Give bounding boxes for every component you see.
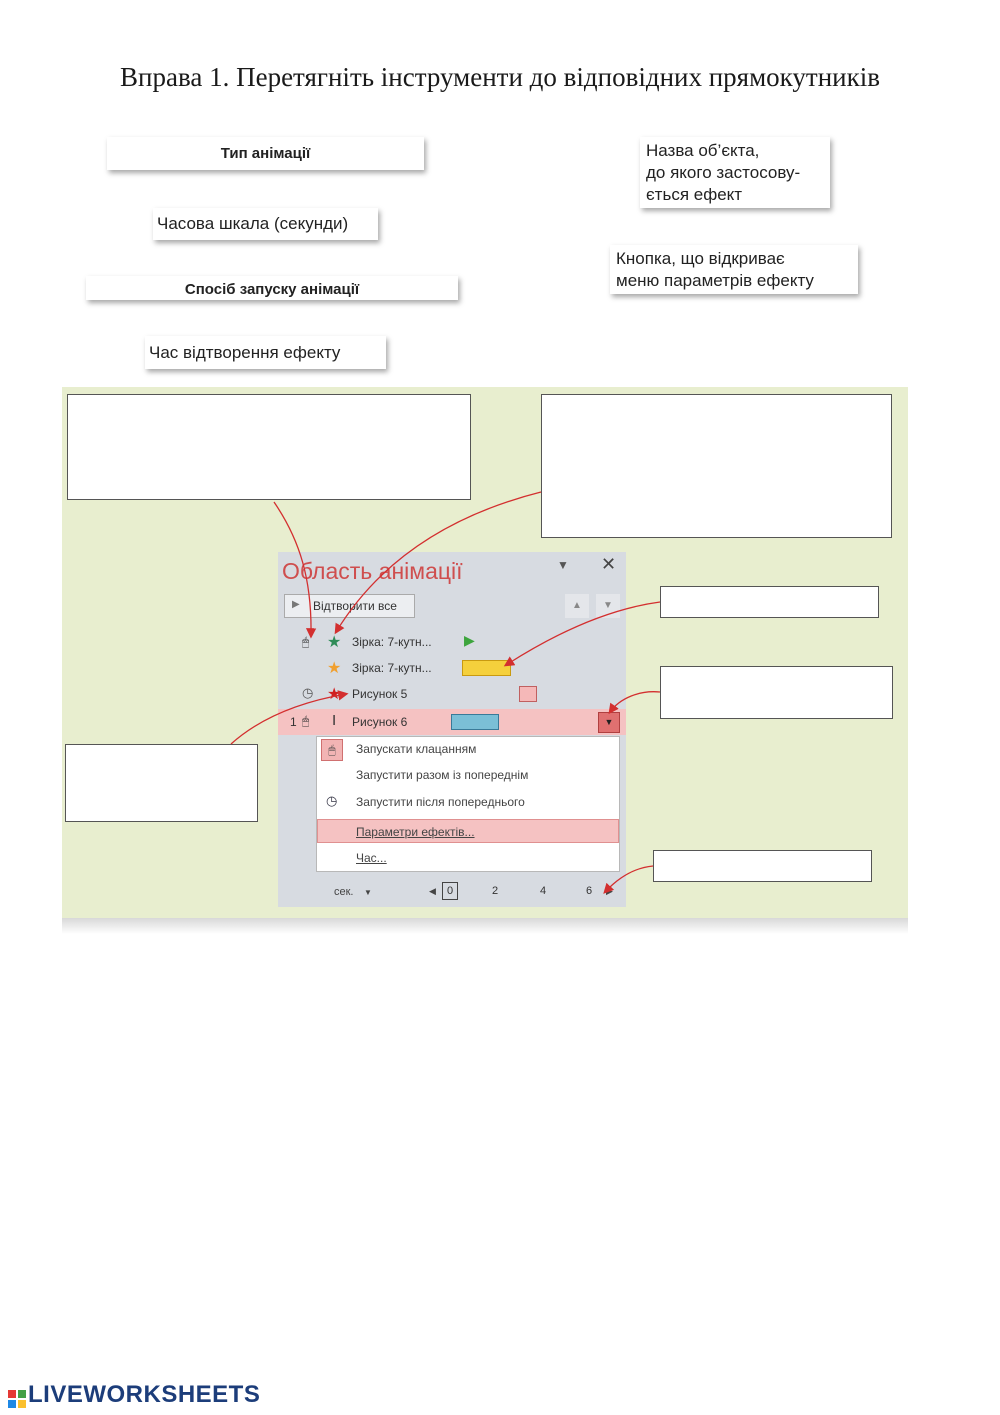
row-number: 1 xyxy=(290,715,297,729)
card-options-button-line2: меню параметрів ефекту xyxy=(616,271,814,290)
arrow-to-object-name xyxy=(336,492,541,632)
row-label: Зірка: 7-кутн... xyxy=(352,661,432,675)
mouse-click-icon: 🖱 xyxy=(302,635,310,649)
star-green-icon: ★ xyxy=(327,634,342,651)
card-start-method[interactable]: Спосіб запуску анімації xyxy=(86,276,458,300)
menu-item-label: Запустити після попереднього xyxy=(356,795,525,809)
arrow-to-timeline xyxy=(605,866,653,892)
card-effect-duration[interactable]: Час відтворення ефекту xyxy=(145,336,386,369)
pane-dropdown-icon[interactable]: ▼ xyxy=(557,558,569,572)
mouse-click-icon: 🖱 xyxy=(321,739,343,761)
play-triangle-icon: ▶ xyxy=(464,632,475,648)
arrow-to-dropdown-button xyxy=(610,692,660,712)
timeline-tick: 6 xyxy=(586,885,593,897)
timeline-tick: 0 xyxy=(442,882,458,900)
card-animation-type[interactable]: Тип анімації xyxy=(107,137,424,170)
logo-text: LIVEWORKSHEETS xyxy=(28,1381,261,1408)
star-orange-icon: ★ xyxy=(327,660,342,677)
card-options-button-line1: Кнопка, що відкриває xyxy=(616,249,785,268)
card-object-name-line2: до якого застосову- xyxy=(646,163,801,182)
card-object-name-line3: ється ефект xyxy=(646,185,743,204)
row-label: Зірка: 7-кутн... xyxy=(352,635,432,649)
card-object-name-line1: Назва об’єкта, xyxy=(646,141,760,160)
menu-item-label: Запускати клацанням xyxy=(356,742,477,756)
star-red-icon: ★ xyxy=(327,686,342,703)
exercise-title: Вправа 1. Перетягніть інструменти до відповідних прямокутників xyxy=(120,62,880,92)
liveworksheets-logo xyxy=(8,1381,260,1409)
mouse-click-icon: 🖱 xyxy=(302,714,310,728)
move-down-button[interactable]: ▼ xyxy=(596,594,620,618)
menu-item-label: Час... xyxy=(356,851,387,865)
timeline-scroll-right-icon[interactable]: ▶ xyxy=(606,886,613,896)
play-all-label: Відтворити все xyxy=(313,599,397,613)
logo-squares-icon xyxy=(8,1387,26,1405)
timeline-unit-arrow-icon[interactable]: ▼ xyxy=(364,888,372,897)
timeline-scroll-left-icon[interactable]: ◀ xyxy=(429,886,436,896)
play-icon: ▶ xyxy=(292,599,300,610)
timeline-tick: 4 xyxy=(540,885,547,897)
arrow-to-start-icon xyxy=(274,502,311,636)
row-label: Рисунок 5 xyxy=(352,687,408,701)
row-label: Рисунок 6 xyxy=(352,715,408,729)
effect-options-dropdown-button[interactable]: ▼ xyxy=(598,712,620,733)
pane-title: Область анімації xyxy=(282,558,463,584)
text-cursor-icon: I xyxy=(332,712,337,729)
close-icon[interactable]: ✕ xyxy=(601,554,617,574)
clock-icon: ◷ xyxy=(326,793,338,808)
clock-icon: ◷ xyxy=(302,685,314,700)
timeline-unit-dropdown[interactable]: сек. xyxy=(334,886,354,898)
menu-item-label: Запустити разом із попереднім xyxy=(356,768,529,782)
card-timeline[interactable]: Часова шкала (секунди) xyxy=(153,208,378,240)
arrow-to-animation-type xyxy=(231,694,346,744)
timeline-tick: 2 xyxy=(492,885,499,897)
menu-item-label: Параметри ефектів... xyxy=(356,825,475,839)
move-up-button[interactable]: ▲ xyxy=(565,594,589,618)
arrow-to-timing-bar xyxy=(506,602,660,665)
